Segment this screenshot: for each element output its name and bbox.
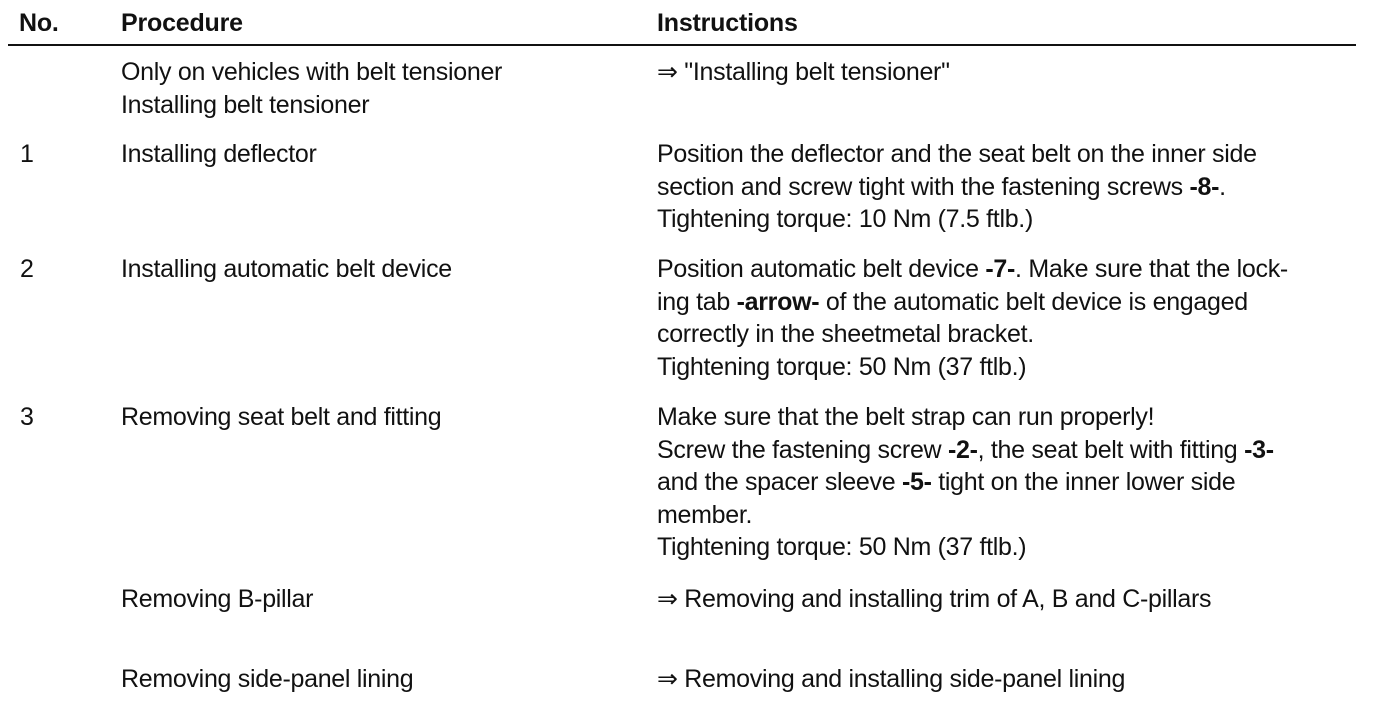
instruction-line: Tightening torque: 10 Nm (7.5 ftlb.) (657, 205, 1033, 233)
part-reference: -7- (985, 255, 1016, 283)
row-instructions (657, 401, 1347, 564)
column-header-procedure: Procedure (121, 9, 243, 37)
instruction-line: member. (657, 500, 753, 529)
row-instructions (657, 138, 1347, 236)
instruction-line: Screw the fastening screw -2-, the seat belt with fitting -3- (657, 435, 1274, 464)
row-instructions (657, 583, 1347, 616)
row-procedure (121, 401, 641, 434)
row-procedure (121, 253, 641, 286)
part-reference: -3- (1244, 435, 1274, 464)
row-number: 3 (20, 403, 34, 431)
instruction-line: ⇒ Removing and installing trim of A, B and C-pillars (657, 585, 1212, 613)
row-instructions (657, 253, 1347, 383)
header-rule (8, 44, 1356, 46)
procedure-line: Removing seat belt and fitting (121, 403, 442, 431)
row-number: 2 (20, 255, 34, 283)
row-number: 1 (20, 140, 34, 168)
part-reference: -arrow- (736, 287, 820, 316)
row-procedure (121, 663, 641, 696)
procedure-line: Installing deflector (121, 140, 317, 168)
row-procedure (121, 583, 641, 616)
part-reference: -8- (1189, 172, 1220, 201)
part-reference: -5- (901, 468, 932, 496)
procedure-line: Removing side-panel lining (121, 665, 414, 693)
procedure-line: Installing automatic belt device (121, 255, 452, 283)
part-reference: -2- (947, 435, 978, 464)
row-procedure (121, 56, 641, 121)
instruction-line: ⇒ "Installing belt tensioner" (657, 58, 950, 86)
instruction-line: Position automatic belt device -7-. Make sure that the lock- (657, 255, 1288, 283)
table-header (0, 4, 1376, 40)
row-instructions (657, 663, 1347, 696)
instruction-line: Position the deflector and the seat belt on the inner side (657, 140, 1257, 168)
procedure-line: Only on vehicles with belt tensioner (121, 58, 503, 86)
instruction-line: Make sure that the belt strap can run properly! (657, 403, 1155, 431)
instruction-line: ing tab -arrow- of the automatic belt device is engaged (657, 287, 1248, 316)
procedure-line: Installing belt tensioner (121, 90, 370, 119)
instruction-line: section and screw tight with the fastening screws -8-. (657, 172, 1226, 201)
instruction-line: and the spacer sleeve -5- tight on the inner lower side (657, 468, 1236, 496)
row-procedure (121, 138, 641, 171)
instruction-line: correctly in the sheetmetal bracket. (657, 320, 1034, 348)
column-header-no: No. (19, 9, 59, 37)
column-header-instructions: Instructions (657, 9, 798, 37)
procedure-line: Removing B-pillar (121, 585, 314, 613)
row-instructions (657, 56, 1347, 89)
instruction-line: Tightening torque: 50 Nm (37 ftlb.) (657, 533, 1027, 561)
instruction-line: ⇒ Removing and installing side-panel lining (657, 665, 1126, 693)
instruction-line: Tightening torque: 50 Nm (37 ftlb.) (657, 352, 1027, 381)
